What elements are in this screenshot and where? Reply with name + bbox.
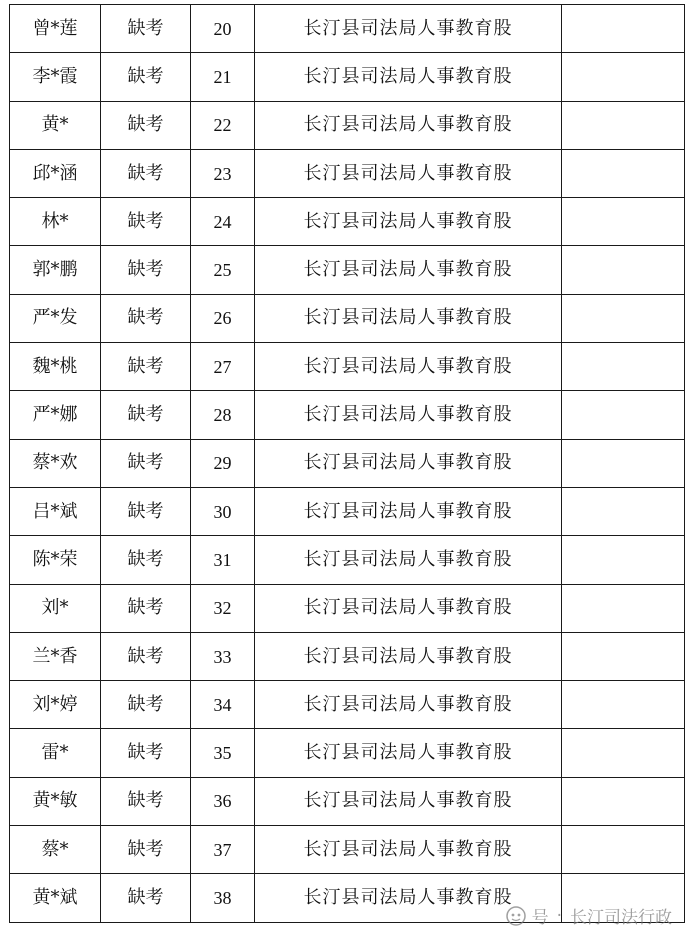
number-cell: 35 [191, 729, 255, 777]
status-cell: 缺考 [101, 681, 191, 729]
name-cell: 蔡*欢 [10, 439, 101, 487]
note-cell [562, 149, 685, 197]
note-cell [562, 632, 685, 680]
unit-cell: 长汀县司法局人事教育股 [255, 246, 562, 294]
name-cell: 李*霞 [10, 53, 101, 101]
note-cell [562, 53, 685, 101]
status-cell: 缺考 [101, 632, 191, 680]
note-cell [562, 101, 685, 149]
number-cell: 28 [191, 391, 255, 439]
table-row [10, 826, 685, 874]
table-row [10, 681, 685, 729]
status-cell: 缺考 [101, 391, 191, 439]
number-cell: 27 [191, 343, 255, 391]
note-cell [562, 729, 685, 777]
unit-cell: 长汀县司法局人事教育股 [255, 536, 562, 584]
note-cell [562, 777, 685, 825]
table-row [10, 729, 685, 777]
name-cell: 黄*斌 [10, 874, 101, 922]
table-row [10, 439, 685, 487]
table-row [10, 5, 685, 53]
status-cell: 缺考 [101, 246, 191, 294]
number-cell: 23 [191, 149, 255, 197]
status-cell: 缺考 [101, 53, 191, 101]
number-cell: 38 [191, 874, 255, 922]
number-cell: 36 [191, 777, 255, 825]
unit-cell: 长汀县司法局人事教育股 [255, 5, 562, 53]
note-cell [562, 681, 685, 729]
note-cell [562, 584, 685, 632]
number-cell: 30 [191, 487, 255, 535]
status-cell: 缺考 [101, 536, 191, 584]
status-cell: 缺考 [101, 487, 191, 535]
number-cell: 37 [191, 826, 255, 874]
number-cell: 29 [191, 439, 255, 487]
unit-cell: 长汀县司法局人事教育股 [255, 777, 562, 825]
table-row [10, 149, 685, 197]
note-cell [562, 294, 685, 342]
unit-cell: 长汀县司法局人事教育股 [255, 439, 562, 487]
roster-table [9, 4, 685, 923]
status-cell: 缺考 [101, 439, 191, 487]
name-cell: 黄*敏 [10, 777, 101, 825]
status-cell: 缺考 [101, 149, 191, 197]
status-cell: 缺考 [101, 874, 191, 922]
number-cell: 22 [191, 101, 255, 149]
table-row [10, 101, 685, 149]
unit-cell: 长汀县司法局人事教育股 [255, 149, 562, 197]
note-cell [562, 487, 685, 535]
wechat-icon [506, 906, 526, 926]
name-cell: 林* [10, 198, 101, 246]
note-cell [562, 198, 685, 246]
table-row [10, 294, 685, 342]
table-row [10, 777, 685, 825]
number-cell: 26 [191, 294, 255, 342]
table-row [10, 391, 685, 439]
watermark [506, 903, 672, 928]
status-cell: 缺考 [101, 826, 191, 874]
note-cell [562, 391, 685, 439]
note-cell [562, 246, 685, 294]
status-cell: 缺考 [101, 729, 191, 777]
table-row [10, 584, 685, 632]
unit-cell: 长汀县司法局人事教育股 [255, 101, 562, 149]
table-row [10, 246, 685, 294]
number-cell: 33 [191, 632, 255, 680]
roster-table-body [10, 5, 685, 923]
note-cell [562, 343, 685, 391]
status-cell: 缺考 [101, 343, 191, 391]
table-row [10, 53, 685, 101]
unit-cell: 长汀县司法局人事教育股 [255, 53, 562, 101]
name-cell: 郭*鹏 [10, 246, 101, 294]
name-cell: 邱*涵 [10, 149, 101, 197]
name-cell: 雷* [10, 729, 101, 777]
unit-cell: 长汀县司法局人事教育股 [255, 874, 562, 922]
unit-cell: 长汀县司法局人事教育股 [255, 632, 562, 680]
note-cell [562, 5, 685, 53]
name-cell: 吕*斌 [10, 487, 101, 535]
number-cell: 24 [191, 198, 255, 246]
note-cell [562, 826, 685, 874]
status-cell: 缺考 [101, 294, 191, 342]
name-cell: 曾*莲 [10, 5, 101, 53]
unit-cell: 长汀县司法局人事教育股 [255, 343, 562, 391]
table-row [10, 198, 685, 246]
name-cell: 陈*荣 [10, 536, 101, 584]
number-cell: 25 [191, 246, 255, 294]
table-row [10, 343, 685, 391]
unit-cell: 长汀县司法局人事教育股 [255, 198, 562, 246]
number-cell: 20 [191, 5, 255, 53]
status-cell: 缺考 [101, 198, 191, 246]
name-cell: 兰*香 [10, 632, 101, 680]
status-cell: 缺考 [101, 584, 191, 632]
name-cell: 魏*桃 [10, 343, 101, 391]
status-cell: 缺考 [101, 777, 191, 825]
name-cell: 蔡* [10, 826, 101, 874]
table-row [10, 632, 685, 680]
unit-cell: 长汀县司法局人事教育股 [255, 584, 562, 632]
unit-cell: 长汀县司法局人事教育股 [255, 826, 562, 874]
unit-cell: 长汀县司法局人事教育股 [255, 391, 562, 439]
status-cell: 缺考 [101, 5, 191, 53]
table-row [10, 536, 685, 584]
unit-cell: 长汀县司法局人事教育股 [255, 681, 562, 729]
unit-cell: 长汀县司法局人事教育股 [255, 487, 562, 535]
watermark-account: 长汀司法行政 [570, 908, 672, 928]
name-cell: 黄* [10, 101, 101, 149]
status-cell: 缺考 [101, 101, 191, 149]
name-cell: 严*发 [10, 294, 101, 342]
number-cell: 32 [191, 584, 255, 632]
number-cell: 21 [191, 53, 255, 101]
name-cell: 严*娜 [10, 391, 101, 439]
name-cell: 刘* [10, 584, 101, 632]
number-cell: 31 [191, 536, 255, 584]
number-cell: 34 [191, 681, 255, 729]
table-row [10, 487, 685, 535]
unit-cell: 长汀县司法局人事教育股 [255, 729, 562, 777]
unit-cell: 长汀县司法局人事教育股 [255, 294, 562, 342]
note-cell [562, 536, 685, 584]
watermark-separator: · [556, 905, 562, 926]
watermark-label: 号 [531, 908, 549, 928]
name-cell: 刘*婷 [10, 681, 101, 729]
note-cell [562, 439, 685, 487]
